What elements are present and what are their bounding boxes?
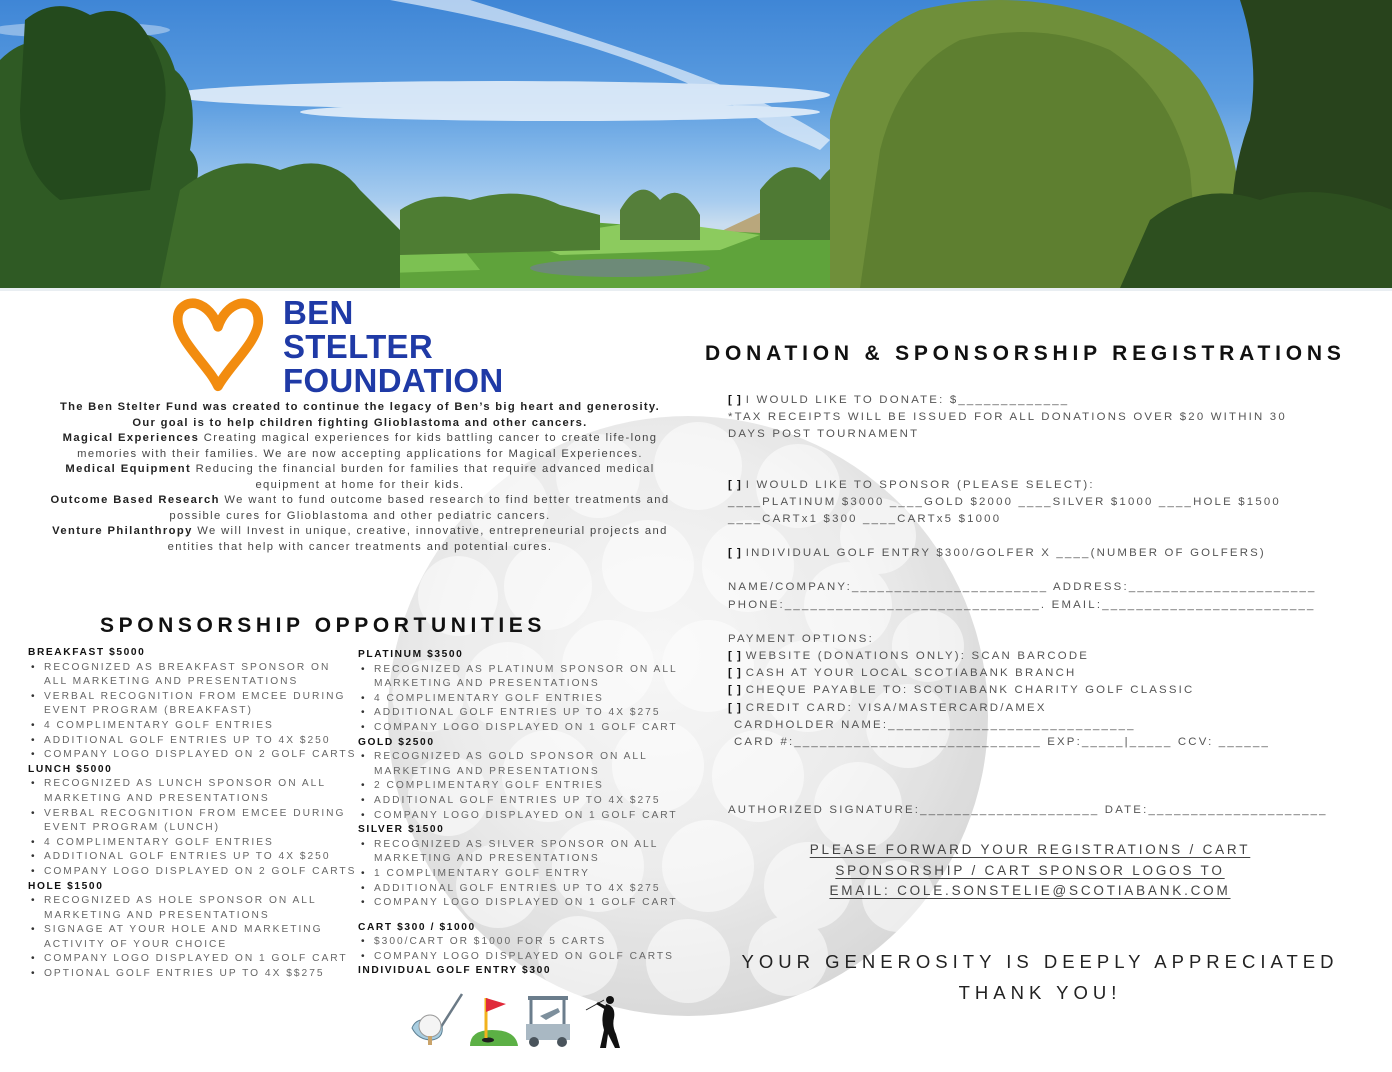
tier-benefit: • 2 COMPLIMENTARY GOLF ENTRIES bbox=[358, 779, 698, 794]
forward-line-2: SPONSORSHIP / CART SPONSOR LOGOS TO bbox=[835, 862, 1225, 878]
tier-title: SILVER $1500 bbox=[358, 824, 445, 836]
sponsor-column-middle bbox=[358, 648, 698, 979]
intro-item-text: We will Invest in unique, creative, innovative, entrepreneurial projects and entities that help with cancer treatments and potential cures. bbox=[167, 525, 668, 553]
tier-benefit: • COMPANY LOGO DISPLAYED ON 1 GOLF CART bbox=[28, 952, 358, 967]
golf-icons-row bbox=[410, 990, 630, 1050]
tier-benefit: • RECOGNIZED AS GOLD SPONSOR ON ALL MARKETING AND PRESENTATIONS bbox=[358, 750, 698, 779]
tier-gold bbox=[358, 736, 698, 824]
tier-benefit: • RECOGNIZED AS HOLE SPONSOR ON ALL MARKETING AND PRESENTATIONS bbox=[28, 894, 358, 923]
tier-benefit: • ADDITIONAL GOLF ENTRIES UP TO 4X $275 bbox=[358, 706, 698, 721]
payment-option-label: CREDIT CARD: VISA/MASTERCARD/AMEX bbox=[745, 701, 1047, 714]
spacer bbox=[728, 528, 1368, 545]
tier-benefit: • 4 COMPLIMENTARY GOLF ENTRIES bbox=[358, 692, 698, 707]
card-number-field[interactable]: CARD #:_____________________________ EXP:_____|_____ CCV: ______ bbox=[734, 736, 1271, 749]
spacer bbox=[728, 461, 1368, 477]
donate-label: I WOULD LIKE TO DONATE: $_____________ bbox=[745, 394, 1070, 406]
intro-item-title: Magical Experiences bbox=[62, 432, 200, 444]
tier-title: HOLE $1500 bbox=[28, 880, 104, 892]
intro-item-text: We want to fund outcome based research to find better treatments and possible cures for Glioblastoma and other pediatric cancers. bbox=[169, 494, 670, 522]
intro-item-title: Outcome Based Research bbox=[50, 494, 220, 506]
tier-benefit: • OPTIONAL GOLF ENTRIES UP TO 4X $$275 bbox=[28, 967, 358, 982]
intro-item-text: Creating magical experiences for kids battling cancer to create life-long memories with their families. We are now accepting applications for Magical Experiences. bbox=[77, 432, 658, 460]
logo-line-foundation: FOUNDATION bbox=[283, 362, 504, 399]
cardholder-name-field[interactable]: CARDHOLDER NAME:_____________________________ bbox=[734, 718, 1136, 731]
logo-line-ben: BEN bbox=[283, 294, 354, 331]
tier-benefit: • ADDITIONAL GOLF ENTRIES UP TO 4X $250 bbox=[28, 734, 358, 749]
intro-item-magical-experiences bbox=[50, 431, 670, 462]
tier-benefit: • SIGNAGE AT YOUR HOLE AND MARKETING ACTIVITY OF YOUR CHOICE bbox=[28, 923, 358, 952]
forward-line-1: PLEASE FORWARD YOUR REGISTRATIONS / CART bbox=[809, 842, 1251, 857]
intro-lead: The Ben Stelter Fund was created to continue the legacy of Ben’s big heart and generosity. Our goal is to help children fighting Glioblastoma and other cancers. bbox=[59, 401, 660, 429]
golf-course-illustration bbox=[0, 0, 1392, 288]
name-address-fields[interactable]: NAME/COMPANY:_______________________ ADDRESS:______________________ bbox=[728, 581, 1317, 594]
payment-option-label: CHEQUE PAYABLE TO: SCOTIABANK CHARITY GOLF CLASSIC bbox=[745, 684, 1195, 697]
payment-option-cheque bbox=[728, 682, 1368, 699]
tier-benefit: • COMPANY LOGO DISPLAYED ON 1 GOLF CART bbox=[358, 896, 698, 911]
tier-benefit: • 4 COMPLIMENTARY GOLF ENTRIES bbox=[28, 836, 358, 851]
thanks-line-2: THANK YOU! bbox=[958, 982, 1122, 1003]
tier-benefit: • RECOGNIZED AS PLATINUM SPONSOR ON ALL MARKETING AND PRESENTATIONS bbox=[358, 663, 698, 692]
tier-benefit: • ADDITIONAL GOLF ENTRIES UP TO 4X $250 bbox=[28, 850, 358, 865]
hero-golf-course-photo bbox=[0, 0, 1392, 288]
tier-benefit: • COMPANY LOGO DISPLAYED ON 2 GOLF CARTS bbox=[28, 865, 358, 880]
tier-benefit: • VERBAL RECOGNITION FROM EMCEE DURING EVENT PROGRAM (BREAKFAST) bbox=[28, 690, 358, 719]
sponsor-options-line-1[interactable]: ____PLATINUM $3000 ____GOLD $2000 ____SILVER $1000 ____HOLE $1500 bbox=[728, 495, 1281, 508]
spacer bbox=[728, 768, 1368, 785]
sponsor-options-line-2[interactable]: ____CARTx1 $300 ____CARTx5 $1000 bbox=[728, 513, 1002, 526]
ben-stelter-foundation-logo bbox=[170, 294, 550, 399]
sponsor-column-left bbox=[28, 646, 358, 982]
payment-option-credit-card bbox=[728, 700, 1368, 717]
tier-benefit: • RECOGNIZED AS LUNCH SPONSOR ON ALL MARKETING AND PRESENTATIONS bbox=[28, 777, 358, 806]
spacer bbox=[728, 614, 1368, 631]
registration-form-heading: DONATION & SPONSORSHIP REGISTRATIONS bbox=[705, 342, 1346, 365]
heart-icon bbox=[170, 298, 266, 394]
tax-note-line-1: *TAX RECEIPTS WILL BE ISSUED FOR ALL DONATIONS OVER $20 WITHIN 30 bbox=[728, 411, 1287, 424]
tier-benefit: • COMPANY LOGO DISPLAYED ON GOLF CARTS bbox=[358, 950, 698, 965]
tier-individual-entry bbox=[358, 964, 698, 979]
tax-note-line-2: DAYS POST TOURNAMENT bbox=[728, 428, 920, 441]
tier-benefit: • COMPANY LOGO DISPLAYED ON 2 GOLF CARTS bbox=[28, 748, 358, 763]
tier-benefit: • 1 COMPLIMENTARY GOLF ENTRY bbox=[358, 867, 698, 882]
payment-cash-checkbox[interactable]: [ ] bbox=[728, 667, 742, 680]
forward-email-link[interactable]: EMAIL: COLE.SONSTELIE@SCOTIABANK.COM bbox=[829, 883, 1231, 898]
tier-silver bbox=[358, 823, 698, 911]
golf-flag-icon bbox=[470, 998, 518, 1046]
spacer bbox=[728, 562, 1368, 579]
spacer bbox=[728, 785, 1368, 802]
payment-option-website bbox=[728, 648, 1368, 665]
individual-entry-label: INDIVIDUAL GOLF ENTRY $300/GOLFER X ____(NUMBER OF GOLFERS) bbox=[745, 547, 1266, 560]
donate-row bbox=[728, 392, 1368, 409]
intro-item-text: Reducing the financial burden for families that require advanced medical equipment at home for their kids. bbox=[191, 463, 655, 491]
thanks-line-1: YOUR GENEROSITY IS DEEPLY APPRECIATED bbox=[741, 951, 1339, 972]
tier-platinum bbox=[358, 648, 698, 736]
logo-line-stelter: STELTER bbox=[283, 328, 433, 365]
registration-form bbox=[728, 392, 1368, 819]
golf-cart-icon bbox=[526, 996, 570, 1047]
tier-benefit: • COMPANY LOGO DISPLAYED ON 1 GOLF CART bbox=[358, 809, 698, 824]
sponsor-checkbox[interactable]: [ ] bbox=[728, 478, 742, 491]
tier-benefit: • ADDITIONAL GOLF ENTRIES UP TO 4X $275 bbox=[358, 794, 698, 809]
tier-benefit: • RECOGNIZED AS SILVER SPONSOR ON ALL MARKETING AND PRESENTATIONS bbox=[358, 838, 698, 867]
intro-item-medical-equipment bbox=[50, 462, 670, 493]
payment-option-label: CASH AT YOUR LOCAL SCOTIABANK BRANCH bbox=[745, 667, 1077, 680]
payment-options-label: PAYMENT OPTIONS: bbox=[728, 632, 874, 645]
spacer bbox=[728, 751, 1368, 768]
donate-checkbox[interactable]: [ ] bbox=[728, 394, 742, 406]
intro-item-title: Venture Philanthropy bbox=[52, 525, 193, 537]
individual-entry-checkbox[interactable]: [ ] bbox=[728, 547, 742, 560]
tier-cart bbox=[358, 921, 698, 965]
signature-date-fields[interactable]: AUTHORIZED SIGNATURE:_____________________ DATE:_____________________ bbox=[728, 804, 1328, 817]
tier-breakfast bbox=[28, 646, 358, 763]
hero-divider bbox=[0, 288, 1392, 291]
individual-entry-row bbox=[728, 545, 1368, 562]
tier-lunch bbox=[28, 763, 358, 880]
tier-benefit: • VERBAL RECOGNITION FROM EMCEE DURING EVENT PROGRAM (LUNCH) bbox=[28, 807, 358, 836]
tier-benefit: • COMPANY LOGO DISPLAYED ON 1 GOLF CART bbox=[358, 721, 698, 736]
golf-club-ball-icon bbox=[412, 994, 462, 1045]
sponsor-label: I WOULD LIKE TO SPONSOR (PLEASE SELECT): bbox=[745, 478, 1095, 491]
intro-item-outcome-research bbox=[50, 493, 670, 524]
payment-website-checkbox[interactable]: [ ] bbox=[728, 650, 742, 663]
tier-title: PLATINUM $3500 bbox=[358, 649, 464, 660]
tier-title: GOLD $2500 bbox=[358, 736, 435, 748]
intro-item-title: Medical Equipment bbox=[65, 463, 192, 475]
forward-instructions bbox=[760, 840, 1300, 902]
intro-item-venture-philanthropy bbox=[50, 524, 670, 555]
sponsorship-opportunities-heading: SPONSORSHIP OPPORTUNITIES bbox=[100, 614, 547, 637]
spacer bbox=[358, 911, 698, 921]
sponsor-row bbox=[728, 477, 1368, 494]
payment-option-cash bbox=[728, 665, 1368, 682]
tier-benefit: • 4 COMPLIMENTARY GOLF ENTRIES bbox=[28, 719, 358, 734]
foundation-intro bbox=[50, 400, 670, 555]
phone-email-fields[interactable]: PHONE:______________________________. EMAIL:_________________________ bbox=[728, 598, 1316, 611]
golfer-icon bbox=[586, 996, 620, 1048]
payment-option-label: WEBSITE (DONATIONS ONLY): SCAN BARCODE bbox=[745, 650, 1090, 663]
tier-hole bbox=[28, 880, 358, 982]
tier-title: INDIVIDUAL GOLF ENTRY $300 bbox=[358, 965, 552, 977]
payment-cheque-checkbox[interactable]: [ ] bbox=[728, 684, 742, 697]
tier-benefit: • ADDITIONAL GOLF ENTRIES UP TO 4X $275 bbox=[358, 882, 698, 897]
thank-you-message bbox=[720, 946, 1360, 1008]
tier-title: BREAKFAST $5000 bbox=[28, 647, 146, 658]
tier-title: CART $300 / $1000 bbox=[358, 921, 476, 933]
payment-credit-card-checkbox[interactable]: [ ] bbox=[728, 701, 742, 714]
logo-wordmark bbox=[283, 296, 504, 398]
tier-benefit: • RECOGNIZED AS BREAKFAST SPONSOR ON ALL MARKETING AND PRESENTATIONS bbox=[28, 661, 358, 690]
tier-title: LUNCH $5000 bbox=[28, 763, 113, 775]
tier-benefit: • $300/CART OR $1000 FOR 5 CARTS bbox=[358, 935, 698, 950]
spacer bbox=[728, 444, 1368, 461]
